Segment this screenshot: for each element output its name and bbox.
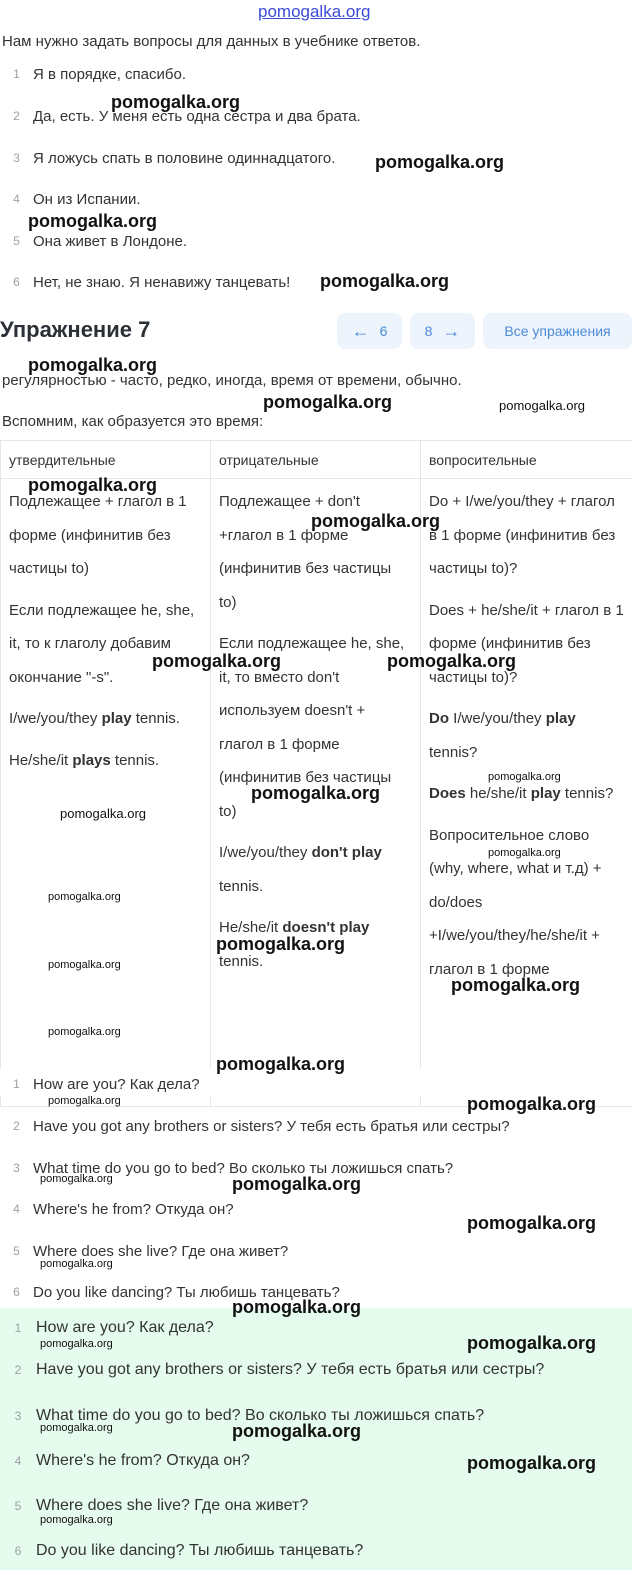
watermark: pomogalka.org <box>40 1338 113 1350</box>
cell-example: Does he/she/it play tennis? <box>429 785 614 802</box>
watermark: pomogalka.org <box>467 1453 597 1473</box>
watermark: pomogalka.org <box>28 355 158 375</box>
watermark: pomogalka.org <box>28 211 158 231</box>
list-item <box>0 229 187 253</box>
site-logo-link[interactable]: pomogalka.org <box>258 2 371 21</box>
table-header-negative: отрицательные <box>211 441 421 479</box>
watermark: pomogalka.org <box>40 1514 113 1526</box>
next-exercise-label: 8 <box>424 323 433 339</box>
list-text: Я в порядке, спасибо. <box>33 65 187 83</box>
table-cell-affirmative <box>1 479 211 1107</box>
list-text: What time do you go to bed? Во сколько ты ложишься спать? <box>36 1407 485 1424</box>
all-exercises-label: Все упражнения <box>504 323 611 339</box>
list-number: 2 <box>14 1363 22 1377</box>
watermark: pomogalka.org <box>311 511 441 531</box>
list-text: Have you got any brothers or sisters? У тебя есть братья или сестры? <box>33 1117 510 1135</box>
watermark: pomogalka.org <box>232 1297 362 1317</box>
watermark: pomogalka.org <box>232 1421 362 1441</box>
watermark: pomogalka.org <box>320 271 450 291</box>
table-cell-interrogative <box>421 479 632 1107</box>
watermark: pomogalka.org <box>216 934 346 954</box>
list-number: 3 <box>13 1161 20 1175</box>
arrow-right-icon: → <box>442 320 461 341</box>
arrow-left-icon: ← <box>351 320 370 341</box>
list-text: Where does she live? Где она живет? <box>36 1497 309 1514</box>
watermark: pomogalka.org <box>251 783 381 803</box>
watermark: pomogalka.org <box>467 1094 597 1114</box>
list-item <box>0 1197 234 1221</box>
list-text: What time do you go to bed? Во сколько ты ложишься спать? <box>33 1159 454 1177</box>
list-number: 2 <box>13 109 20 123</box>
prev-exercise-button[interactable] <box>337 313 402 349</box>
next-exercise-button[interactable] <box>410 313 475 349</box>
list-number: 2 <box>13 1119 20 1133</box>
watermark: pomogalka.org <box>48 959 121 971</box>
cell-example: I/we/you/they don't play tennis. <box>219 844 382 895</box>
list-number: 3 <box>13 151 20 165</box>
list-text: How are you? Как дела? <box>36 1319 214 1336</box>
exercise-title: Упражнение 7 <box>0 317 151 342</box>
watermark: pomogalka.org <box>387 651 517 671</box>
watermark: pomogalka.org <box>48 1026 121 1038</box>
cell-paragraph: Вопросительное слово (why, where, what и т.д) + do/does +I/we/you/they/he/she/it + глагол в 1 форме <box>429 826 602 978</box>
cell-example: Do I/we/you/they play tennis? <box>429 710 576 761</box>
list-number: 4 <box>13 1202 20 1216</box>
list-number: 1 <box>14 1321 22 1335</box>
cell-paragraph: Does + he/she/it + глагол в 1 форме (инфинитив без частицы to)? <box>429 601 624 686</box>
watermark: pomogalka.org <box>111 92 241 112</box>
list-text: Do you like dancing? Ты любишь танцевать? <box>36 1542 364 1559</box>
list-number: 6 <box>13 1285 20 1299</box>
table-header-affirmative: утвердительные <box>1 441 211 479</box>
list-text: Where's he from? Откуда он? <box>33 1200 234 1218</box>
watermark: pomogalka.org <box>375 152 505 172</box>
watermark: pomogalka.org <box>467 1213 597 1233</box>
list-number: 5 <box>14 1499 22 1513</box>
watermark: pomogalka.org <box>48 1095 121 1107</box>
watermark: pomogalka.org <box>40 1258 113 1270</box>
cell-paragraph: Подлежащее + don't +глагол в 1 форме (инфинитив без частицы to) <box>219 493 392 611</box>
watermark: pomogalka.org <box>152 651 282 671</box>
watermark: pomogalka.org <box>451 975 581 995</box>
list-text: Have you got any brothers or sisters? У тебя есть братья или сестры? <box>36 1361 545 1378</box>
cell-example: He/she/it doesn't play tennis. <box>219 919 370 970</box>
recall-text: Вспомним, как образуется это время: <box>2 413 264 430</box>
intro-text: Нам нужно задать вопросы для данных в учебнике ответов. <box>2 33 421 50</box>
list-item <box>0 1316 214 1340</box>
prev-exercise-label: 6 <box>379 323 388 339</box>
cell-paragraph: Подлежащее + глагол в 1 форме (инфинитив без частицы to) <box>9 493 187 577</box>
list-number: 1 <box>13 67 20 81</box>
list-item <box>0 1072 200 1096</box>
list-number: 1 <box>13 1077 20 1091</box>
list-number: 3 <box>14 1409 22 1423</box>
cell-paragraph: Если подлежащее he, she, it, то к глаголу добавим окончание "-s". <box>9 601 195 686</box>
list-item <box>0 1539 363 1563</box>
watermark: pomogalka.org <box>40 1422 113 1434</box>
watermark: pomogalka.org <box>28 475 158 495</box>
cell-paragraph: Do + I/we/you/they + глагол в 1 форме (инфинитив без частицы to)? <box>429 493 616 577</box>
watermark: pomogalka.org <box>232 1174 362 1194</box>
list-item <box>0 270 290 294</box>
list-text: Да, есть. У меня есть одна сестра и два брата. <box>33 107 361 125</box>
table-header-row <box>1 441 632 479</box>
watermark: pomogalka.org <box>48 891 121 903</box>
list-text: Do you like dancing? Ты любишь танцевать? <box>33 1283 340 1301</box>
list-number: 4 <box>14 1454 22 1468</box>
list-text: Where does she live? Где она живет? <box>33 1242 289 1260</box>
list-item <box>0 146 335 170</box>
all-exercises-button[interactable] <box>483 313 632 349</box>
list-item <box>0 1358 544 1382</box>
list-number: 4 <box>13 192 20 206</box>
cell-paragraph: Если подлежащее he, she, it, то вместо don't используем doesn't + глагол в 1 форме (инфинитив без частицы to) <box>219 635 405 820</box>
cell-example: I/we/you/they play tennis. <box>9 710 180 727</box>
list-text: How are you? Как дела? <box>33 1075 200 1093</box>
watermark: pomogalka.org <box>488 847 561 859</box>
list-item <box>0 62 186 86</box>
watermark: pomogalka.org <box>467 1333 597 1353</box>
list-text: Where's he from? Откуда он? <box>36 1452 250 1469</box>
cell-example: He/she/it plays tennis. <box>9 751 160 769</box>
list-number: 6 <box>14 1544 22 1558</box>
list-item <box>0 1114 510 1138</box>
list-number: 6 <box>13 275 20 289</box>
watermark: pomogalka.org <box>499 398 585 413</box>
list-text: Она живет в Лондоне. <box>33 232 188 250</box>
list-number: 5 <box>13 234 20 248</box>
list-text: Я ложусь спать в половине одиннадцатого. <box>33 149 336 167</box>
table-header-interrogative: вопросительные <box>421 441 632 479</box>
watermark: pomogalka.org <box>488 771 561 783</box>
list-number: 5 <box>13 1244 20 1258</box>
watermark: pomogalka.org <box>216 1054 346 1074</box>
regularity-text: регулярностью - часто, редко, иногда, время от времени, обычно. <box>2 372 462 389</box>
watermark: pomogalka.org <box>40 1173 113 1185</box>
list-text: Нет, не знаю. Я ненавижу танцевать! <box>33 273 291 291</box>
watermark: pomogalka.org <box>263 392 393 412</box>
list-item <box>0 187 141 211</box>
watermark: pomogalka.org <box>60 806 146 821</box>
list-item <box>0 1449 250 1473</box>
list-text: Он из Испании. <box>33 190 141 208</box>
